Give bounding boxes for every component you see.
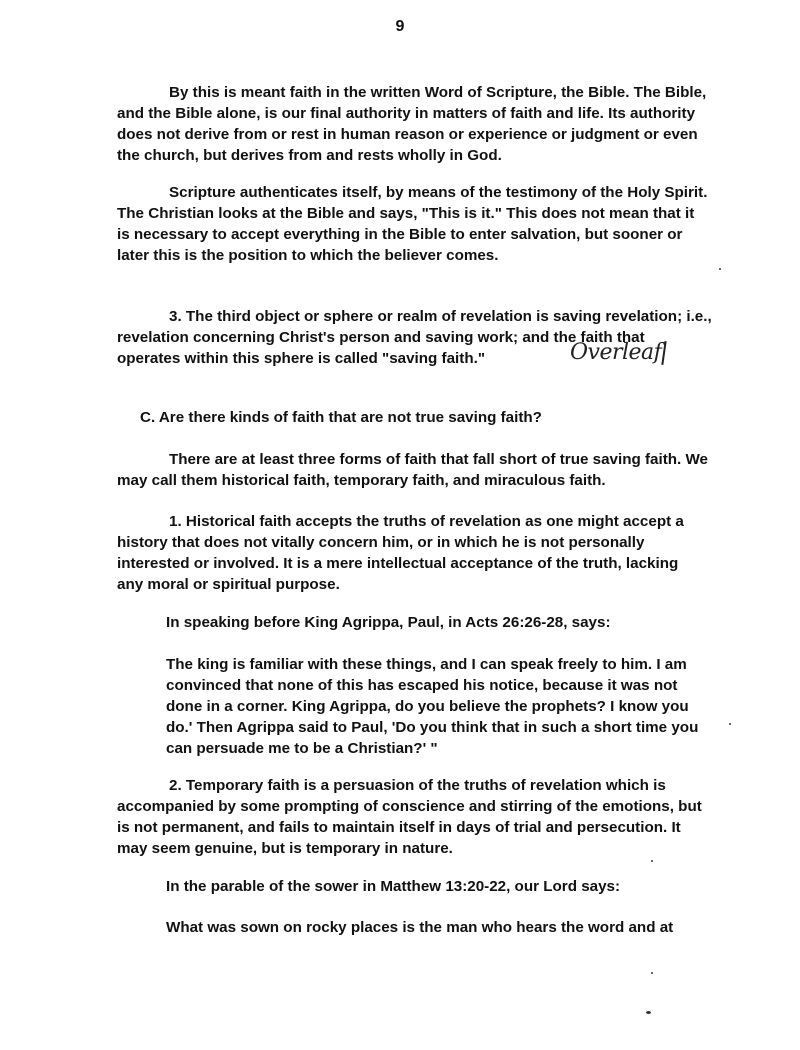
text-line: does not derive from or rest in human reason or experience or judgment or even xyxy=(117,126,698,143)
text-line: can persuade me to be a Christian?' " xyxy=(166,740,438,757)
paragraph-sower-intro xyxy=(166,876,620,897)
text-line: C. Are there kinds of faith that are not true saving faith? xyxy=(140,409,542,426)
text-line: What was sown on rocky places is the man who hears the word and at xyxy=(166,919,674,936)
paragraph-scripture-authenticates xyxy=(117,182,708,266)
paragraph-temporary-faith xyxy=(117,775,702,859)
text-line: do.' Then Agrippa said to Paul, 'Do you think that in such a short time you xyxy=(166,719,699,736)
text-line: and the Bible alone, is our final authority in matters of faith and life. Its authority xyxy=(117,105,696,122)
scan-speck xyxy=(729,723,731,725)
paragraph-agrippa-intro xyxy=(166,612,611,633)
text-line: The Christian looks at the Bible and says, "This is it." This does not mean that it xyxy=(117,205,695,222)
text-line: 1. Historical faith accepts the truths of revelation as one might accept a xyxy=(169,513,684,530)
scan-speck xyxy=(651,972,653,974)
text-line: The king is familiar with these things, and I can speak freely to him. I am xyxy=(166,656,687,673)
handwritten-note-text: Overleaf xyxy=(570,340,662,365)
text-line: In speaking before King Agrippa, Paul, in Acts 26:26-28, says: xyxy=(166,614,611,631)
text-line: any moral or spiritual purpose. xyxy=(117,576,340,593)
handwritten-note xyxy=(570,340,665,365)
section-heading-c xyxy=(140,407,542,428)
text-line: the church, but derives from and rests wholly in God. xyxy=(117,147,502,164)
text-line: interested or involved. It is a mere intellectual acceptance of the truth, lacking xyxy=(117,555,679,572)
text-line: later this is the position to which the believer comes. xyxy=(117,247,499,264)
paragraph-scripture-authority xyxy=(117,82,707,166)
scan-speck xyxy=(651,860,653,862)
text-line: may seem genuine, but is temporary in nature. xyxy=(117,840,453,857)
text-line: done in a corner. King Agrippa, do you believe the prophets? I know you xyxy=(166,698,689,715)
text-line: 3. The third object or sphere or realm of revelation is saving revelation; i.e., xyxy=(169,308,712,325)
text-line: accompanied by some prompting of conscience and stirring of the emotions, but xyxy=(117,798,702,815)
scan-speck xyxy=(719,268,721,270)
text-line: is necessary to accept everything in the Bible to enter salvation, but sooner or xyxy=(117,226,683,243)
scan-speck xyxy=(646,1011,651,1014)
text-line: In the parable of the sower in Matthew 13:20-22, our Lord says: xyxy=(166,878,621,895)
paragraph-three-forms xyxy=(117,449,708,491)
text-line: Scripture authenticates itself, by means of the testimony of the Holy Spirit. xyxy=(169,184,708,201)
text-line: convinced that none of this has escaped his notice, because it was not xyxy=(166,677,678,694)
text-line: is not permanent, and fails to maintain itself in days of trial and persecution. It xyxy=(117,819,681,836)
block-quote-acts xyxy=(166,654,698,759)
block-quote-matthew xyxy=(166,917,673,938)
paragraph-historical-faith xyxy=(117,511,684,595)
text-line: operates within this sphere is called "saving faith." xyxy=(117,350,486,367)
text-line: may call them historical faith, temporary faith, and miraculous faith. xyxy=(117,472,606,489)
text-line: history that does not vitally concern him, or in which he is not personally xyxy=(117,534,645,551)
text-line: 2. Temporary faith is a persuasion of the truths of revelation which is xyxy=(169,777,666,794)
page-number: 9 xyxy=(395,18,405,35)
text-line: By this is meant faith in the written Word of Scripture, the Bible. The Bible, xyxy=(169,84,707,101)
text-line: revelation concerning Christ's person and saving work; and the faith that xyxy=(117,329,645,346)
text-line: There are at least three forms of faith that fall short of true saving faith. We xyxy=(169,451,708,468)
